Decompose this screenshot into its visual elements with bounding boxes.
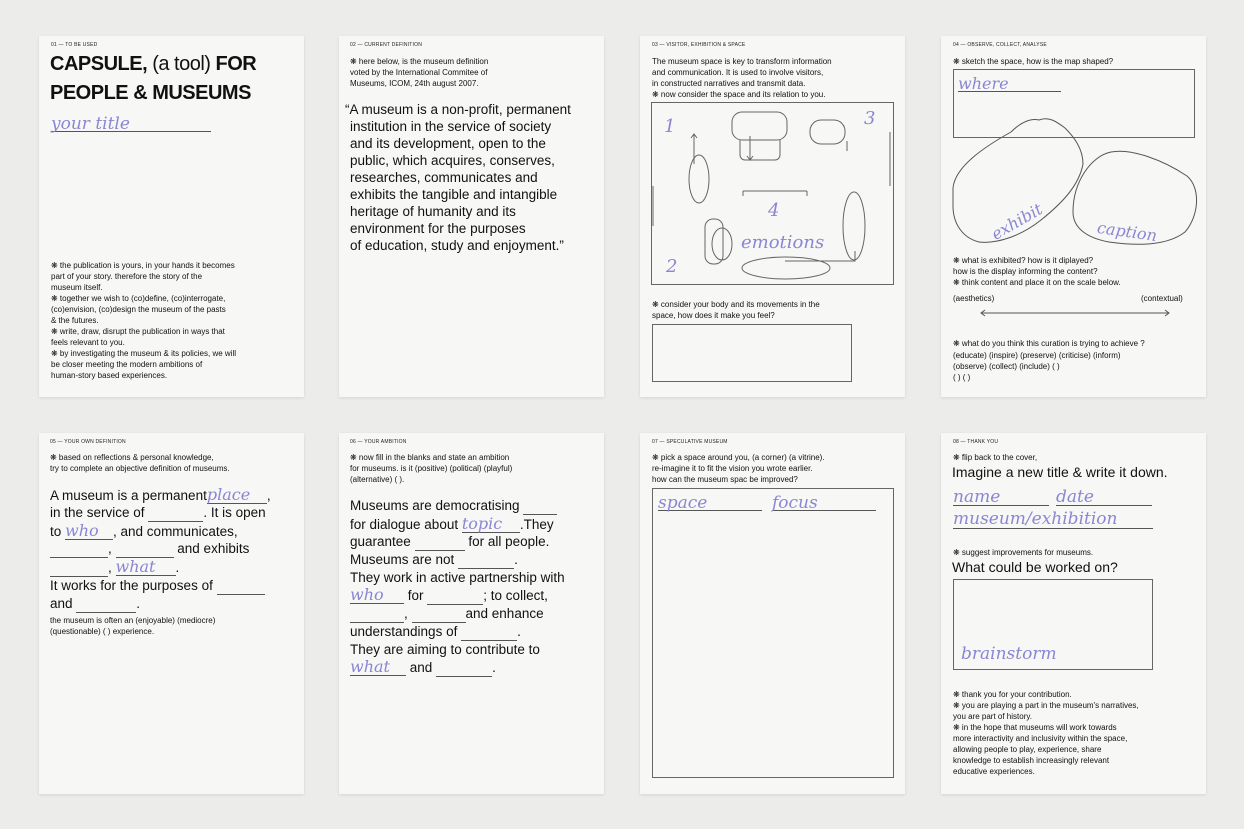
icom-quote: “A museum is a non-profit, permanent institution in the service of society and its development, open to the public, which acquires, conserves, researches, communicates and exhibits the tangible and intangible heritage of humanity and its environment for the purposes of education, study and enjoyment.” [345,102,571,253]
page-card-1 [39,36,304,397]
intro-text: ❋ now fill in the blanks and state an ambition for museums. is it (positive) (political) (playful) (alternative) ( ). [350,453,513,484]
intro-text: ❋ the publication is yours, in your hands it becomes part of your story. therefore the story of the museum itself. ❋ together we wish to (co)define, (co)interrogate, (co)envision, (co)design the museum of the pasts & the futures. ❋ write, draw, disrupt the publication in ways that feels relevant to you. ❋ by investigating the museum & its policies, we will be closer meeting the modern ambitions of human-story based experiences. [51,261,236,380]
new-title-headline: Imagine a new title & write it down. [952,464,1168,480]
exhibited-prompt: ❋ what is exhibited? how is it diplayed? how is the display informing the content? ❋ think content and place it on the scale below. [953,256,1121,287]
your-title-field[interactable]: your title [51,114,211,132]
name-field[interactable]: name [953,487,1049,506]
definition-fill-in[interactable]: A museum is a permanentplace , in the service of . It is open to who , and communicates, , and exhibits , what . It works for the purposes of and . [50,485,271,611]
feelings-answer-box[interactable] [652,324,852,382]
curation-options[interactable]: (educate) (inspire) (preserve) (criticise) (inform) (observe) (collect) (include) ( ) ( ) ( ) [953,351,1121,382]
scale-left-label: (aesthetics) [953,294,995,303]
caption-label: caption [1095,217,1159,246]
scale-arrow[interactable] [941,304,1206,324]
flip-note: ❋ flip back to the cover, [953,453,1038,462]
worked-on-question: What could be worked on? [952,559,1118,575]
section-label: 06 — YOUR AMBITION [350,439,407,445]
suggest-note: ❋ suggest improvements for museums. [953,548,1094,557]
page-card-8 [941,433,1206,794]
page-card-7 [640,433,905,794]
section-label: 08 — THANK YOU [953,439,999,445]
thank-you-text: ❋ thank you for your contribution. ❋ you are playing a part in the museum's narratives, you are part of history. ❋ in the hope that museums will work towards more interactivity and inclusivity within the space, allowing people to play, experience, share knowledge to establish increasingly relevant educative experiences. [953,690,1139,776]
exhibit-label: exhibit [987,199,1046,244]
page-card-5 [39,433,304,794]
section-label: 04 — OBSERVE, COLLECT, ANALYSE [953,42,1047,48]
space-field[interactable]: space [658,493,762,511]
map-label-3: 3 [864,108,876,129]
section-label: 01 — TO BE USED [51,42,98,48]
page-card-6 [339,433,604,794]
body-prompt: ❋ consider your body and its movements in the space, how does it make you feel? [652,300,820,320]
scale-right-label: (contextual) [1141,294,1183,303]
map-label-4: 4 [768,200,780,221]
intro-text: The museum space is key to transform information and communication. It is used to involve visitors, in constructed narratives and transmit data. ❋ now consider the space and its relation to you. [652,57,832,99]
cover-title: CAPSULE, (a tool) FOR PEOPLE & MUSEUMS [50,53,257,104]
brainstorm-label: brainstorm [961,644,1057,664]
intro-text: ❋ pick a space around you, (a corner) (a vitrine). re-imagine it to fit the vision you wrote earlier. how can the museum spac be improved? [652,453,825,484]
page-card-2 [339,36,604,397]
section-label: 03 — VISITOR, EXHIBITION & SPACE [652,42,746,48]
speculative-drawing-box[interactable] [652,488,894,778]
page-card-3 [640,36,905,397]
intro-text: ❋ based on reflections & personal knowledge, try to complete an objective definition of museums. [50,453,230,473]
sketch-prompt: ❋ sketch the space, how is the map shaped? [953,57,1114,66]
ambition-fill-in[interactable]: Museums are democratising for dialogue about topic .They guarantee for all people. Museums are not . They work in active partnership with who for ; to collect, , and enhance understandings of . They are aiming to contribute to what and . [350,498,565,676]
curation-prompt: ❋ what do you think this curation is trying to achieve ? [953,339,1145,348]
intro-text: ❋ here below, is the museum definition voted by the International Commitee of Museums, ICOM, 24th august 2007. [350,57,489,88]
focus-field[interactable]: focus [772,493,876,511]
museum-exhibition-field[interactable]: museum/exhibition [953,509,1153,529]
emotions-label: emotions [741,232,825,253]
section-label: 05 — YOUR OWN DEFINITION [50,439,126,445]
date-field[interactable]: date [1056,487,1152,506]
map-label-1: 1 [664,116,676,137]
experience-options[interactable]: the museum is often an (enjoyable) (mediocre) (questionable) ( ) experience. [50,616,216,636]
map-label-2: 2 [666,256,678,277]
section-label: 07 — SPECULATIVE MUSEUM [652,439,728,445]
where-field[interactable]: where [958,74,1061,92]
section-label: 02 — CURRENT DEFINITION [350,42,423,48]
page-card-4 [941,36,1206,397]
